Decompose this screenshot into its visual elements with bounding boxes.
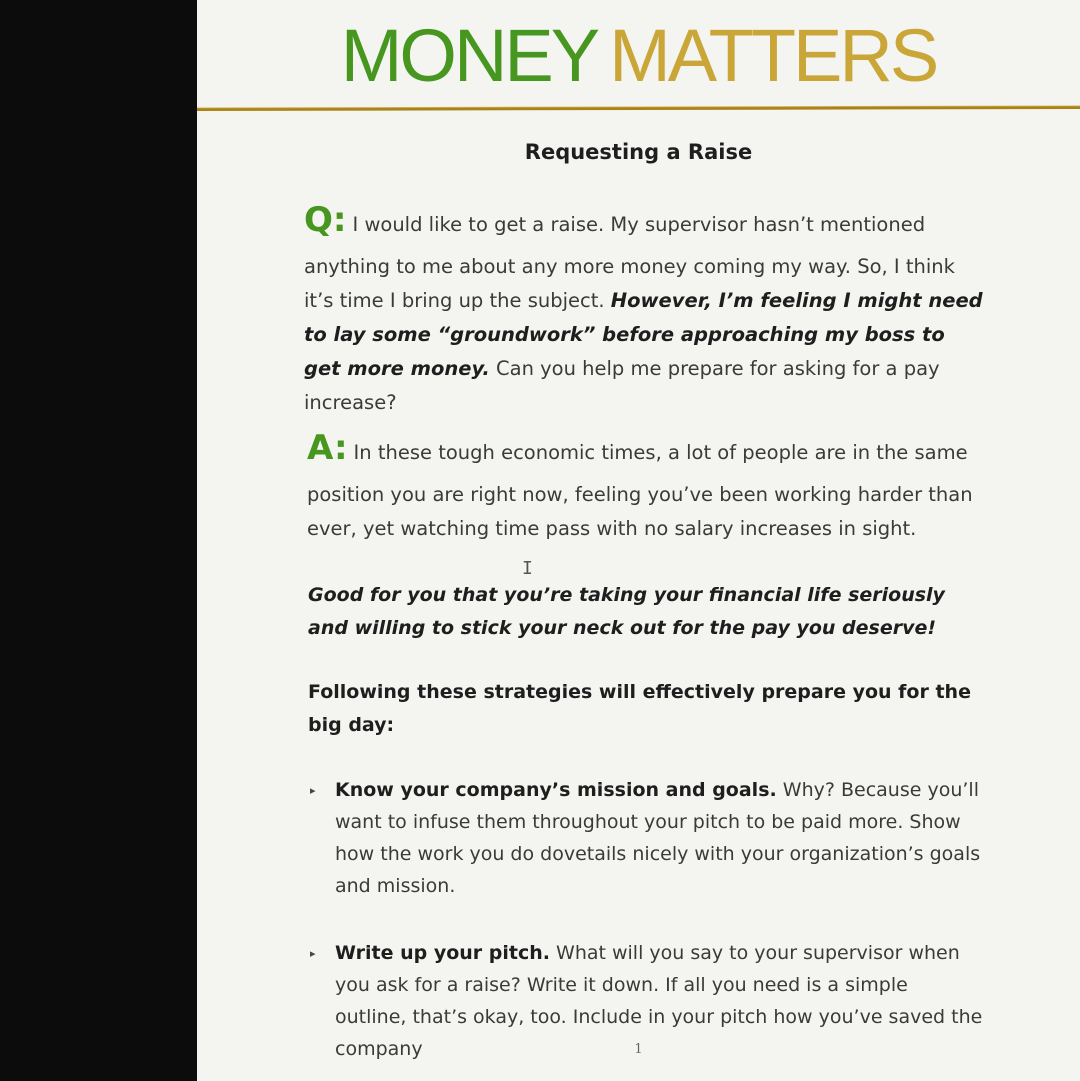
bullet-arrow-icon: ▸ [310, 784, 316, 797]
bullet-lead: Know your company’s mission and goals. [335, 779, 777, 801]
question-block [304, 200, 984, 420]
brand-title [197, 16, 1080, 96]
question-closing: Can you help me prepare for asking for a pay increase? [304, 357, 940, 414]
brand-word-matters: MATTERS [609, 14, 937, 97]
question-emphasis: However, I’m feeling I might need to lay some “groundwork” before approaching my boss to get more money. [304, 289, 983, 380]
answer-block [307, 428, 987, 546]
bullet-item-1 [335, 774, 985, 902]
bullet-text: What will you say to your supervisor when you ask for a raise? Write it down. If all you need is a simple outline, that’s okay, too. Include in your pitch how you’ve saved the company [335, 942, 983, 1060]
answer-line1: In these tough economic times, a lot of people are in the same [353, 441, 968, 464]
page-number: 1 [634, 1042, 643, 1057]
question-first-line [304, 200, 984, 245]
question-line1: I would like to get a raise. My supervisor hasn’t mentioned [352, 213, 926, 236]
text-cursor-icon: I [522, 558, 533, 579]
answer-text: position you are right now, feeling you’ve been working harder than ever, yet watching time pass with no salary increases in sight. [307, 483, 973, 540]
answer-first-line [307, 428, 987, 473]
document-page [197, 0, 1080, 1081]
gold-divider-rule [197, 104, 1080, 112]
bullet-lead: Write up your pitch. [335, 942, 550, 964]
question-text: anything to me about any more money coming my way. So, I think it’s time I bring up the subject. [304, 255, 955, 312]
bullet-arrow-icon: ▸ [310, 947, 316, 960]
brand-word-money: MONEY [340, 14, 598, 97]
answer-letter: A: [307, 428, 348, 468]
bullet-text: Why? Because you’ll want to infuse them throughout your pitch to be paid more. Show how the work you do dovetails nicely with your organization’s goals and mission. [335, 779, 981, 897]
encouragement-text: Good for you that you’re taking your financial life seriously and willing to stick your neck out for the pay you deserve! [308, 584, 945, 639]
question-letter: Q: [304, 200, 347, 240]
article-heading: Requesting a Raise [524, 140, 753, 164]
strategies-intro: Following these strategies will effectively prepare you for the big day: [308, 681, 971, 736]
